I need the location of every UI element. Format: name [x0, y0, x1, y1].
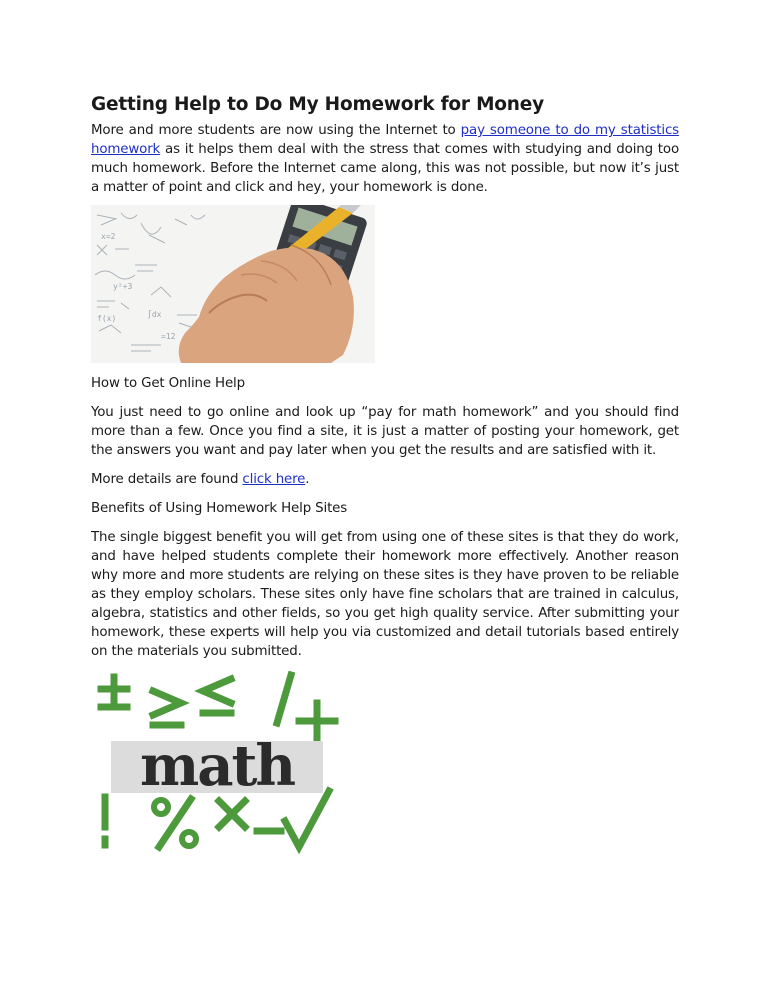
page-title	[91, 94, 679, 115]
intro-text-before: More and more students are now using the Internet to	[91, 123, 461, 138]
math-word: math	[139, 733, 295, 799]
title-part-2: Do My Homework for Money	[254, 94, 544, 115]
svg-text:=12: =12	[161, 332, 176, 341]
click-here-link[interactable]: click here	[242, 472, 306, 487]
svg-text:f(x): f(x)	[97, 314, 117, 323]
svg-text:∫dx: ∫dx	[147, 310, 162, 319]
svg-text:x=2: x=2	[101, 232, 116, 241]
section-heading-online-help: How to Get Online Help	[91, 376, 245, 391]
more-details-line	[91, 470, 679, 489]
title-part-1: Getting Help to	[91, 94, 255, 115]
document-page	[91, 94, 679, 855]
svg-text:y²+3: y²+3	[113, 282, 133, 291]
benefits-paragraph: The single biggest benefit you will get from using one of these sites is that they do work, and have helped students complete their homework more effectively. Another reason why more and more students are relying on these sites is they have proven to be reliable as they employ scholars. These sites only have fine scholars that are trained in calculus, algebra, statistics and other fields, so you get high quality service. After submitting your homework, these experts will help you via customized and detail tutorials based entirely on the materials you submitted.	[91, 530, 679, 659]
online-help-paragraph: You just need to go online and look up “pay for math homework” and you should find more than a few. Once you find a site, it is just a matter of posting your homework, get the answers you want and pay later when you get the results and are satisfied with it.	[91, 405, 679, 458]
intro-paragraph	[91, 121, 679, 197]
homework-photo	[91, 205, 375, 363]
math-symbols-image	[91, 671, 343, 855]
section-heading-benefits: Benefits of Using Homework Help Sites	[91, 501, 348, 516]
statistics-homework-link[interactable]: pay someone to do my statistics homework	[91, 123, 679, 157]
intro-text-after: as it helps them deal with the stress that comes with studying and doing too much homework. Before the Internet came along, this was not possible, but now it’s just a matter of point and click and hey, your homework is done.	[91, 142, 679, 195]
details-text-after: .	[305, 472, 310, 487]
details-text-before: More details are found	[91, 472, 243, 487]
